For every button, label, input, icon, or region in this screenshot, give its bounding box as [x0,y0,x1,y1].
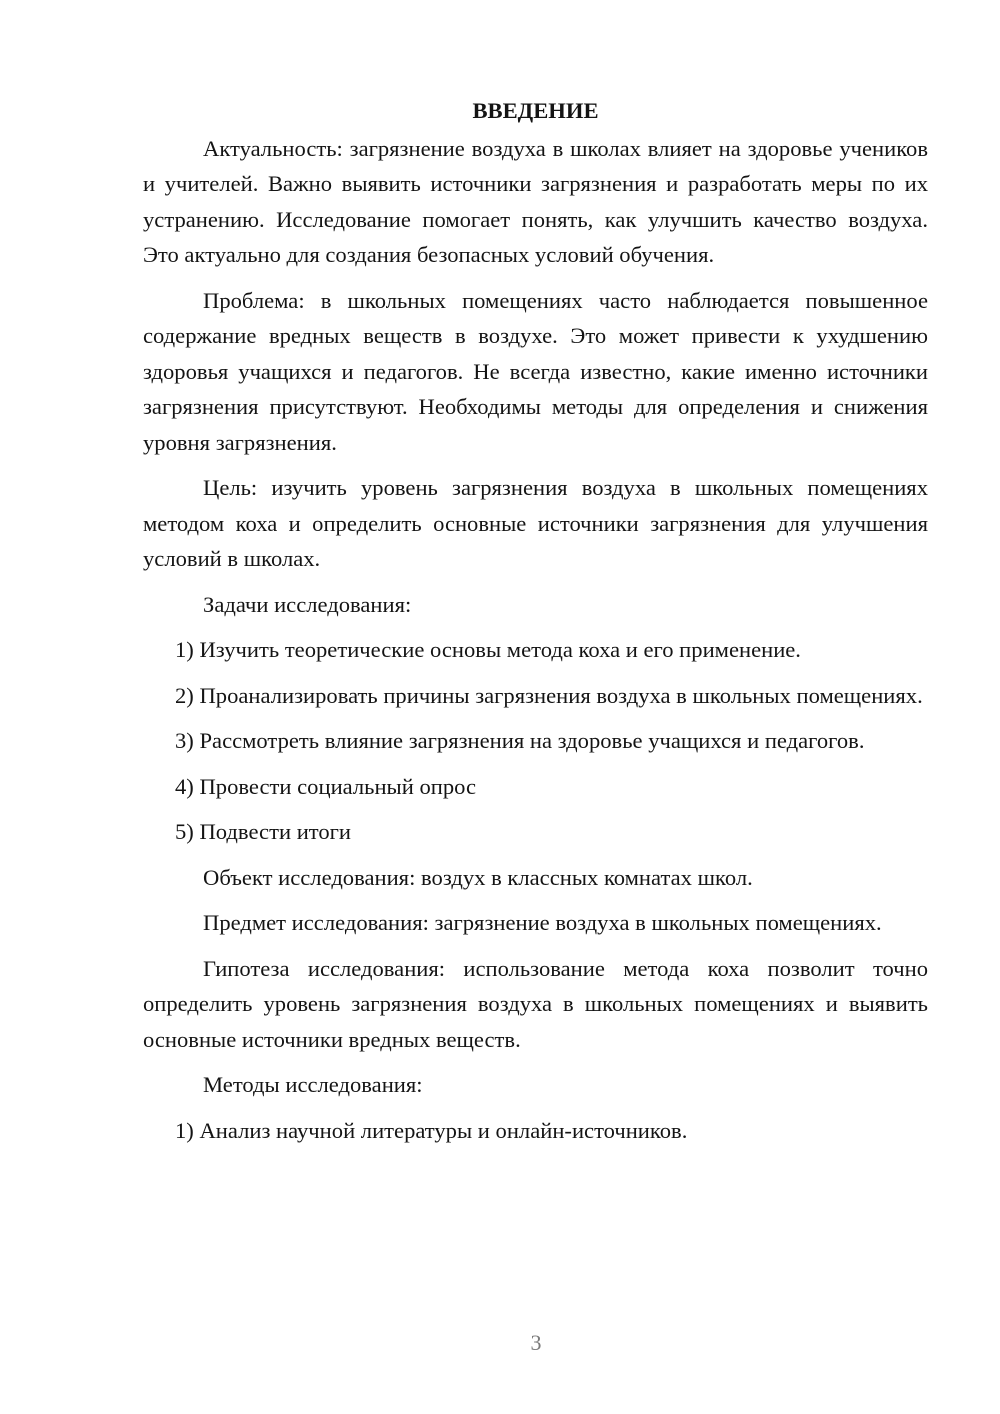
method-item-1: 1) Анализ научной литературы и онлайн-источников. [175,1117,688,1143]
section-title: ВВЕДЕНИЕ [472,98,599,123]
tasks-heading: Задачи исследования: [203,591,412,617]
relevance-paragraph: Актуальность: загрязнение воздуха в школах влияет на здоровье учеников и учителей. Важно выявить источники загрязнения и разработать меры по их устранению. Исследование помогает понять, как улучшить качество воздуха. Это актуально для создания безопасных условий обучения. [143,135,928,267]
page-number: 3 [530,1330,542,1355]
object-paragraph: Объект исследования: воздух в классных комнатах школ. [203,864,753,890]
task-item-5: 5) Подвести итоги [175,819,352,844]
hypothesis-paragraph: Гипотеза исследования: использование метода коха позволит точно определить уровень загрязнения воздуха в школьных помещениях и выявить основные источники вредных веществ. [143,955,928,1052]
problem-paragraph: Проблема: в школьных помещениях часто наблюдается повышенное содержание вредных веществ в воздухе. Это может привести к ухудшению здоровья учащихся и педагогов. Не всегда известно, какие именно источники загрязнения присутствуют. Необходимы методы для определения и снижения уровня загрязнения. [143,287,928,455]
task-item-4: 4) Провести социальный опрос [175,773,477,799]
goal-paragraph: Цель: изучить уровень загрязнения воздуха в школьных помещениях методом коха и определить основные источники загрязнения для улучшения условий в школах. [143,475,928,571]
task-item-2: 2) Проанализировать причины загрязнения воздуха в школьных помещениях. [175,682,923,708]
document-page [143,93,928,1158]
task-item-3: 3) Рассмотреть влияние загрязнения на здоровье учащихся и педагогов. [175,728,865,753]
task-item-1: 1) Изучить теоретические основы метода коха и его применение. [175,637,801,662]
subject-paragraph: Предмет исследования: загрязнение воздуха в школьных помещениях. [203,910,882,935]
methods-heading: Методы исследования: [203,1072,423,1097]
